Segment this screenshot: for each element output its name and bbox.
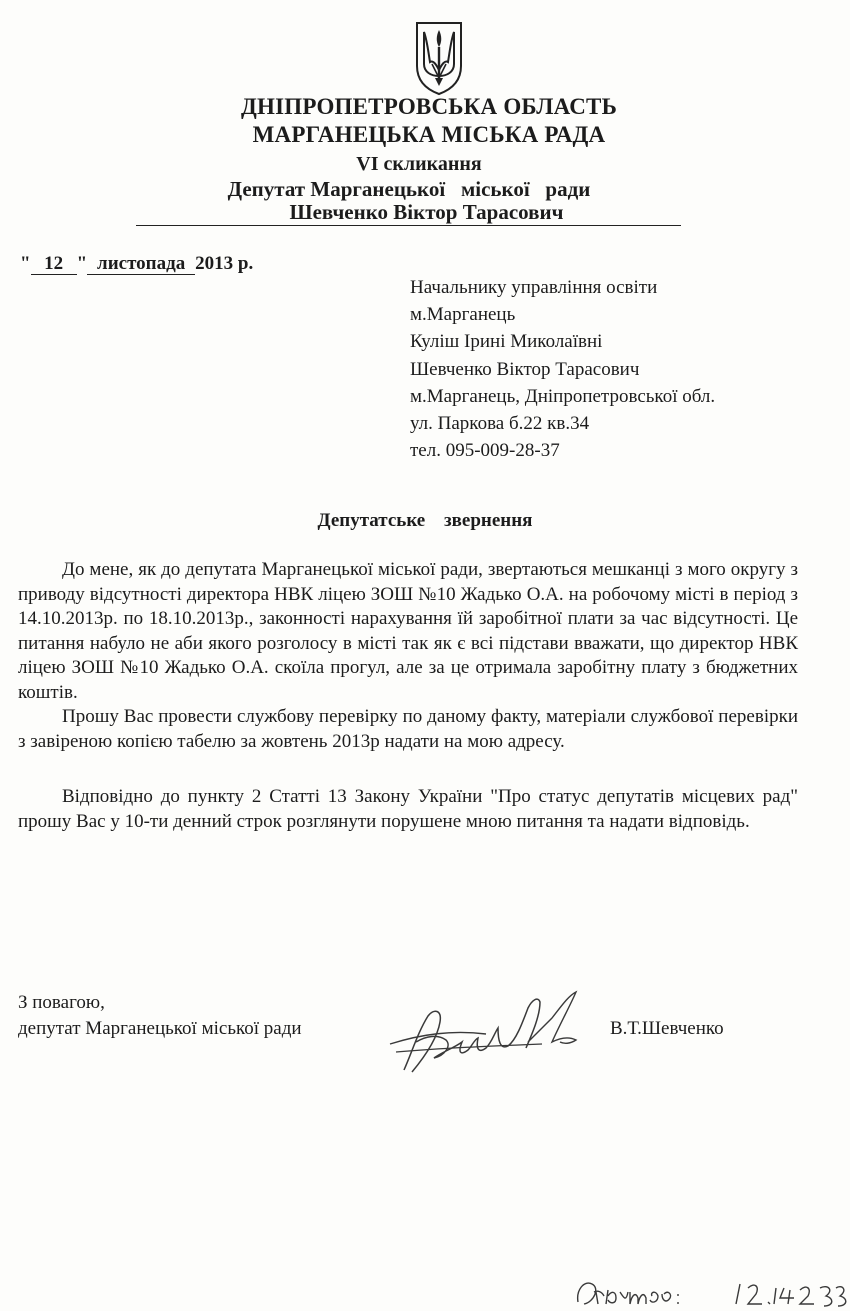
letter-body (18, 558, 798, 834)
trident-coat-of-arms-icon (414, 20, 464, 96)
signatory-name: В.Т.Шевченко (610, 1018, 724, 1039)
letter-date: " 12 " листопада 2013 р. (20, 253, 254, 274)
addressee-line: м.Марганець (410, 304, 516, 326)
document-title: Депутатське звернення (317, 510, 533, 531)
paragraph: До мене, як до депутата Марганецької міської ради, звертаються мешканці з мого округу з приводу відсутності директора НВК ліцею ЗОШ №10 Жадько О.А. на робочому місті в період з 14.10.2013р. по 18.10.2013р., законності нарахування їй заробітної плати за час відсутності. Це питання набуло не аби якого розголосу в місті так як є всі підстави вважати, що директор НВК ліцею ЗОШ №10 Жадько О.А. скоїла прогул, але за це отримала заробітну плату з бюджетних коштів. (18, 559, 798, 703)
addressee-line: Куліш Ірині Миколаївні (410, 331, 603, 353)
sender-line: ул. Паркова б.22 кв.34 (410, 413, 590, 435)
sender-line: м.Марганець, Дніпропетровської обл. (410, 385, 716, 407)
closing-position: депутат Марганецької міської ради (18, 1018, 302, 1039)
handwritten-signature (382, 982, 598, 1092)
addressee-line: Начальнику управління освіти (410, 277, 658, 298)
header-region: ДНІПРОПЕТРОВСЬКА ОБЛАСТЬ (240, 94, 617, 119)
paragraph: Прошу Вас провести службову перевірку по даному факту, матеріали службової перевірки з завіреною копією табелю за жовтень 2013р надати на мою адресу. (18, 706, 798, 752)
sender-phone: тел. 095-009-28-37 (410, 440, 560, 462)
date-month: листопада (87, 254, 195, 275)
paragraph: Відповідно до пункту 2 Статті 13 Закону України "Про статус депутатів місцевих рад" прошу Вас у 10-ти денний строк розглянути порушене мною питання та надати відповідь. (18, 786, 798, 832)
date-day: 12 (31, 254, 77, 275)
closing-regards: З повагою, (18, 992, 105, 1013)
header-council: МАРГАНЕЦЬКА МІСЬКА РАДА (252, 122, 606, 147)
received-note (572, 1270, 850, 1311)
header-deputy-title: Депутат Марганецької міської ради (227, 177, 591, 201)
header-underline (136, 225, 681, 226)
sender-line: Шевченко Віктор Тарасович (410, 358, 640, 380)
addressee-block (410, 274, 715, 464)
date-year: 2013 (195, 253, 234, 274)
header-convocation: VI скликання (356, 153, 482, 175)
header-deputy-name: Шевченко Віктор Тарасович (289, 200, 564, 224)
